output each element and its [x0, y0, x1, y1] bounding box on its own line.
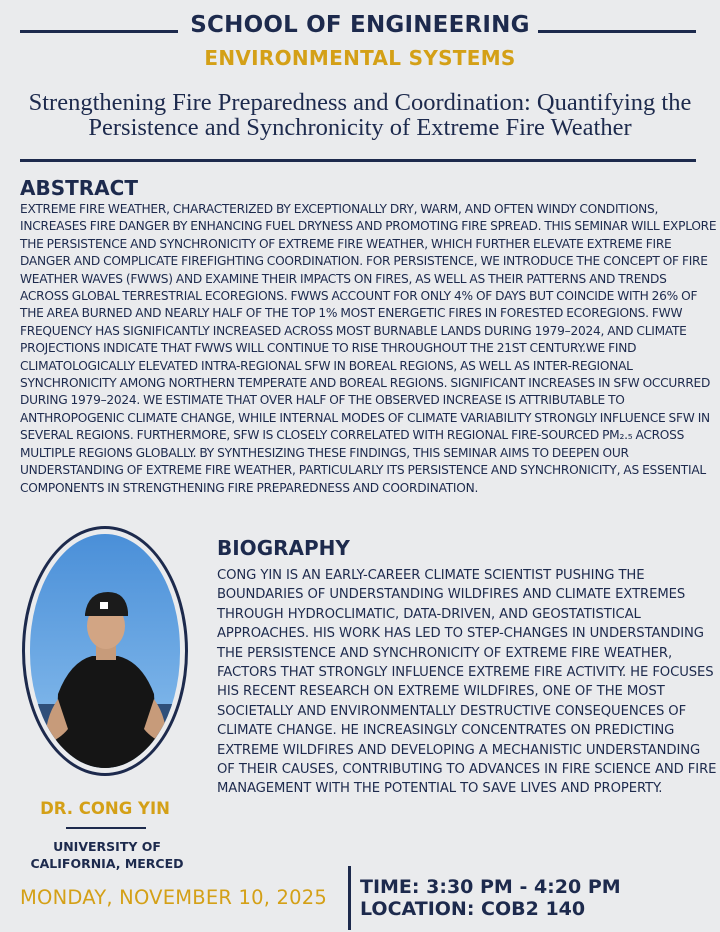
event-location: LOCATION: COB2 140	[360, 898, 586, 920]
speaker-affiliation: UNIVERSITY OF CALIFORNIA, MERCED	[30, 839, 184, 871]
speaker-photo	[22, 526, 188, 776]
event-divider	[348, 866, 351, 930]
person-body	[55, 656, 158, 768]
seminar-title: Strengthening Fire Preparedness and Coordination: Quantifying the Persistence and Synchronicity of Extreme Fire Weather	[28, 89, 692, 141]
event-time: TIME: 3:30 PM - 4:20 PM	[360, 876, 621, 898]
event-date: MONDAY, NOVEMBER 10, 2025	[20, 886, 327, 909]
speaker-photo-frame	[30, 534, 180, 768]
speaker-name-underline	[66, 827, 146, 829]
cap-logo	[100, 602, 108, 609]
biography-body: CONG YIN IS AN EARLY-CAREER CLIMATE SCIENTIST PUSHING THE BOUNDARIES OF UNDERSTANDING WILDFIRES AND CLIMATE EXTREMES THROUGH HYDROCLIMATIC, DATA-DRIVEN, AND GEOSTATISTICAL APPROACHES. HIS WORK HAS LED TO STEP-CHANGES IN UNDERSTANDING THE PERSISTENCE AND SYNCHRONICITY OF EXTREME FIRE WEATHER, FACTORS THAT STRONGLY INFLUENCE EXTREME FIRE ACTIVITY. HE FOCUSES HIS RECENT RESEARCH ON EXTREME WILDFIRES, ONE OF THE MOST SOCIETALLY AND ENVIRONMENTALLY DESTRUCTIVE CONSEQUENCES OF CLIMATE CHANGE. HE INCREASINGLY CONCENTRATES ON PREDICTING EXTREME WILDFIRES AND DEVELOPING A MECHANISTIC UNDERSTANDING OF THEIR CAUSES, CONTRIBUTING TO ADVANCES IN FIRE SCIENCE AND FIRE MANAGEMENT WITH THE POTENTIAL TO SAVE LIVES AND PROPERTY.	[217, 568, 717, 797]
school-name: SCHOOL OF ENGINEERING	[190, 12, 530, 38]
abstract-heading: ABSTRACT	[20, 176, 138, 200]
header-row	[0, 10, 720, 44]
department-name: ENVIRONMENTAL SYSTEMS	[204, 46, 516, 70]
header-line-right	[538, 30, 696, 33]
speaker-portrait	[30, 534, 180, 768]
title-divider	[20, 159, 696, 162]
speaker-name: DR. CONG YIN	[40, 799, 170, 818]
biography-heading: BIOGRAPHY	[217, 536, 350, 560]
abstract-body: EXTREME FIRE WEATHER, CHARACTERIZED BY EXCEPTIONALLY DRY, WARM, AND OFTEN WINDY CONDITIONS, INCREASES FIRE DANGER BY ENHANCING FUEL DRYNESS AND PROMOTING FIRE SPREAD. THIS SEMINAR WILL EXPLORE THE PERSISTENCE AND SYNCHRONICITY OF EXTREME FIRE WEATHER, WHICH FURTHER ELEVATE EXTREME FIRE DANGER AND COMPLICATE FIREFIGHTING COORDINATION. FOR PERSISTENCE, WE INTRODUCE THE CONCEPT OF FIRE WEATHER WAVES (FWWS) AND EXAMINE THEIR IMPACTS ON FIRES, AS WELL AS THEIR PATTERNS AND TRENDS ACROSS GLOBAL TERRESTRIAL ECOREGIONS. FWWS ACCOUNT FOR ONLY 4% OF DAYS BUT COINCIDE WITH 26% OF THE AREA BURNED AND NEARLY HALF OF THE TOP 1% MOST ENERGETIC FIRES IN FORESTED ECOREGIONS. FWW FREQUENCY HAS SIGNIFICANTLY INCREASED ACROSS MOST BURNABLE LANDS DURING 1979–2024, AND CLIMATE PROJECTIONS INDICATE THAT FWWS WILL CONTINUE TO RISE THROUGHOUT THE 21ST CENTURY.WE FIND CLIMATOLOGICALLY ELEVATED INTRA-REGIONAL SFW IN BOREAL REGIONS, AS WELL AS INTER-REGIONAL SYNCHRONICITY AMONG NORTHERN TEMPERATE AND BOREAL REGIONS. SIGNIFICANT INCREASES IN SFW OCCURRED DURING 1979–2024. WE ESTIMATE THAT OVER HALF OF THE OBSERVED INCREASE IS ATTRIBUTABLE TO ANTHROPOGENIC CLIMATE CHANGE, WHILE INTERNAL MODES OF CLIMATE VARIABILITY STRONGLY INFLUENCE SFW IN SEVERAL REGIONS. FURTHERMORE, SFW IS CLOSELY CORRELATED WITH REGIONAL FIRE-SOURCED PM₂.₅ ACROSS MULTIPLE REGIONS GLOBALLY. BY SYNTHESIZING THESE FINDINGS, THIS SEMINAR AIMS TO DEEPEN OUR UNDERSTANDING OF EXTREME FIRE WEATHER, PARTICULARLY ITS PERSISTENCE AND SYNCHRONICITY, AS ESSENTIAL COMPONENTS IN STRENGTHENING FIRE PREPAREDNESS AND COORDINATION.	[20, 202, 717, 495]
